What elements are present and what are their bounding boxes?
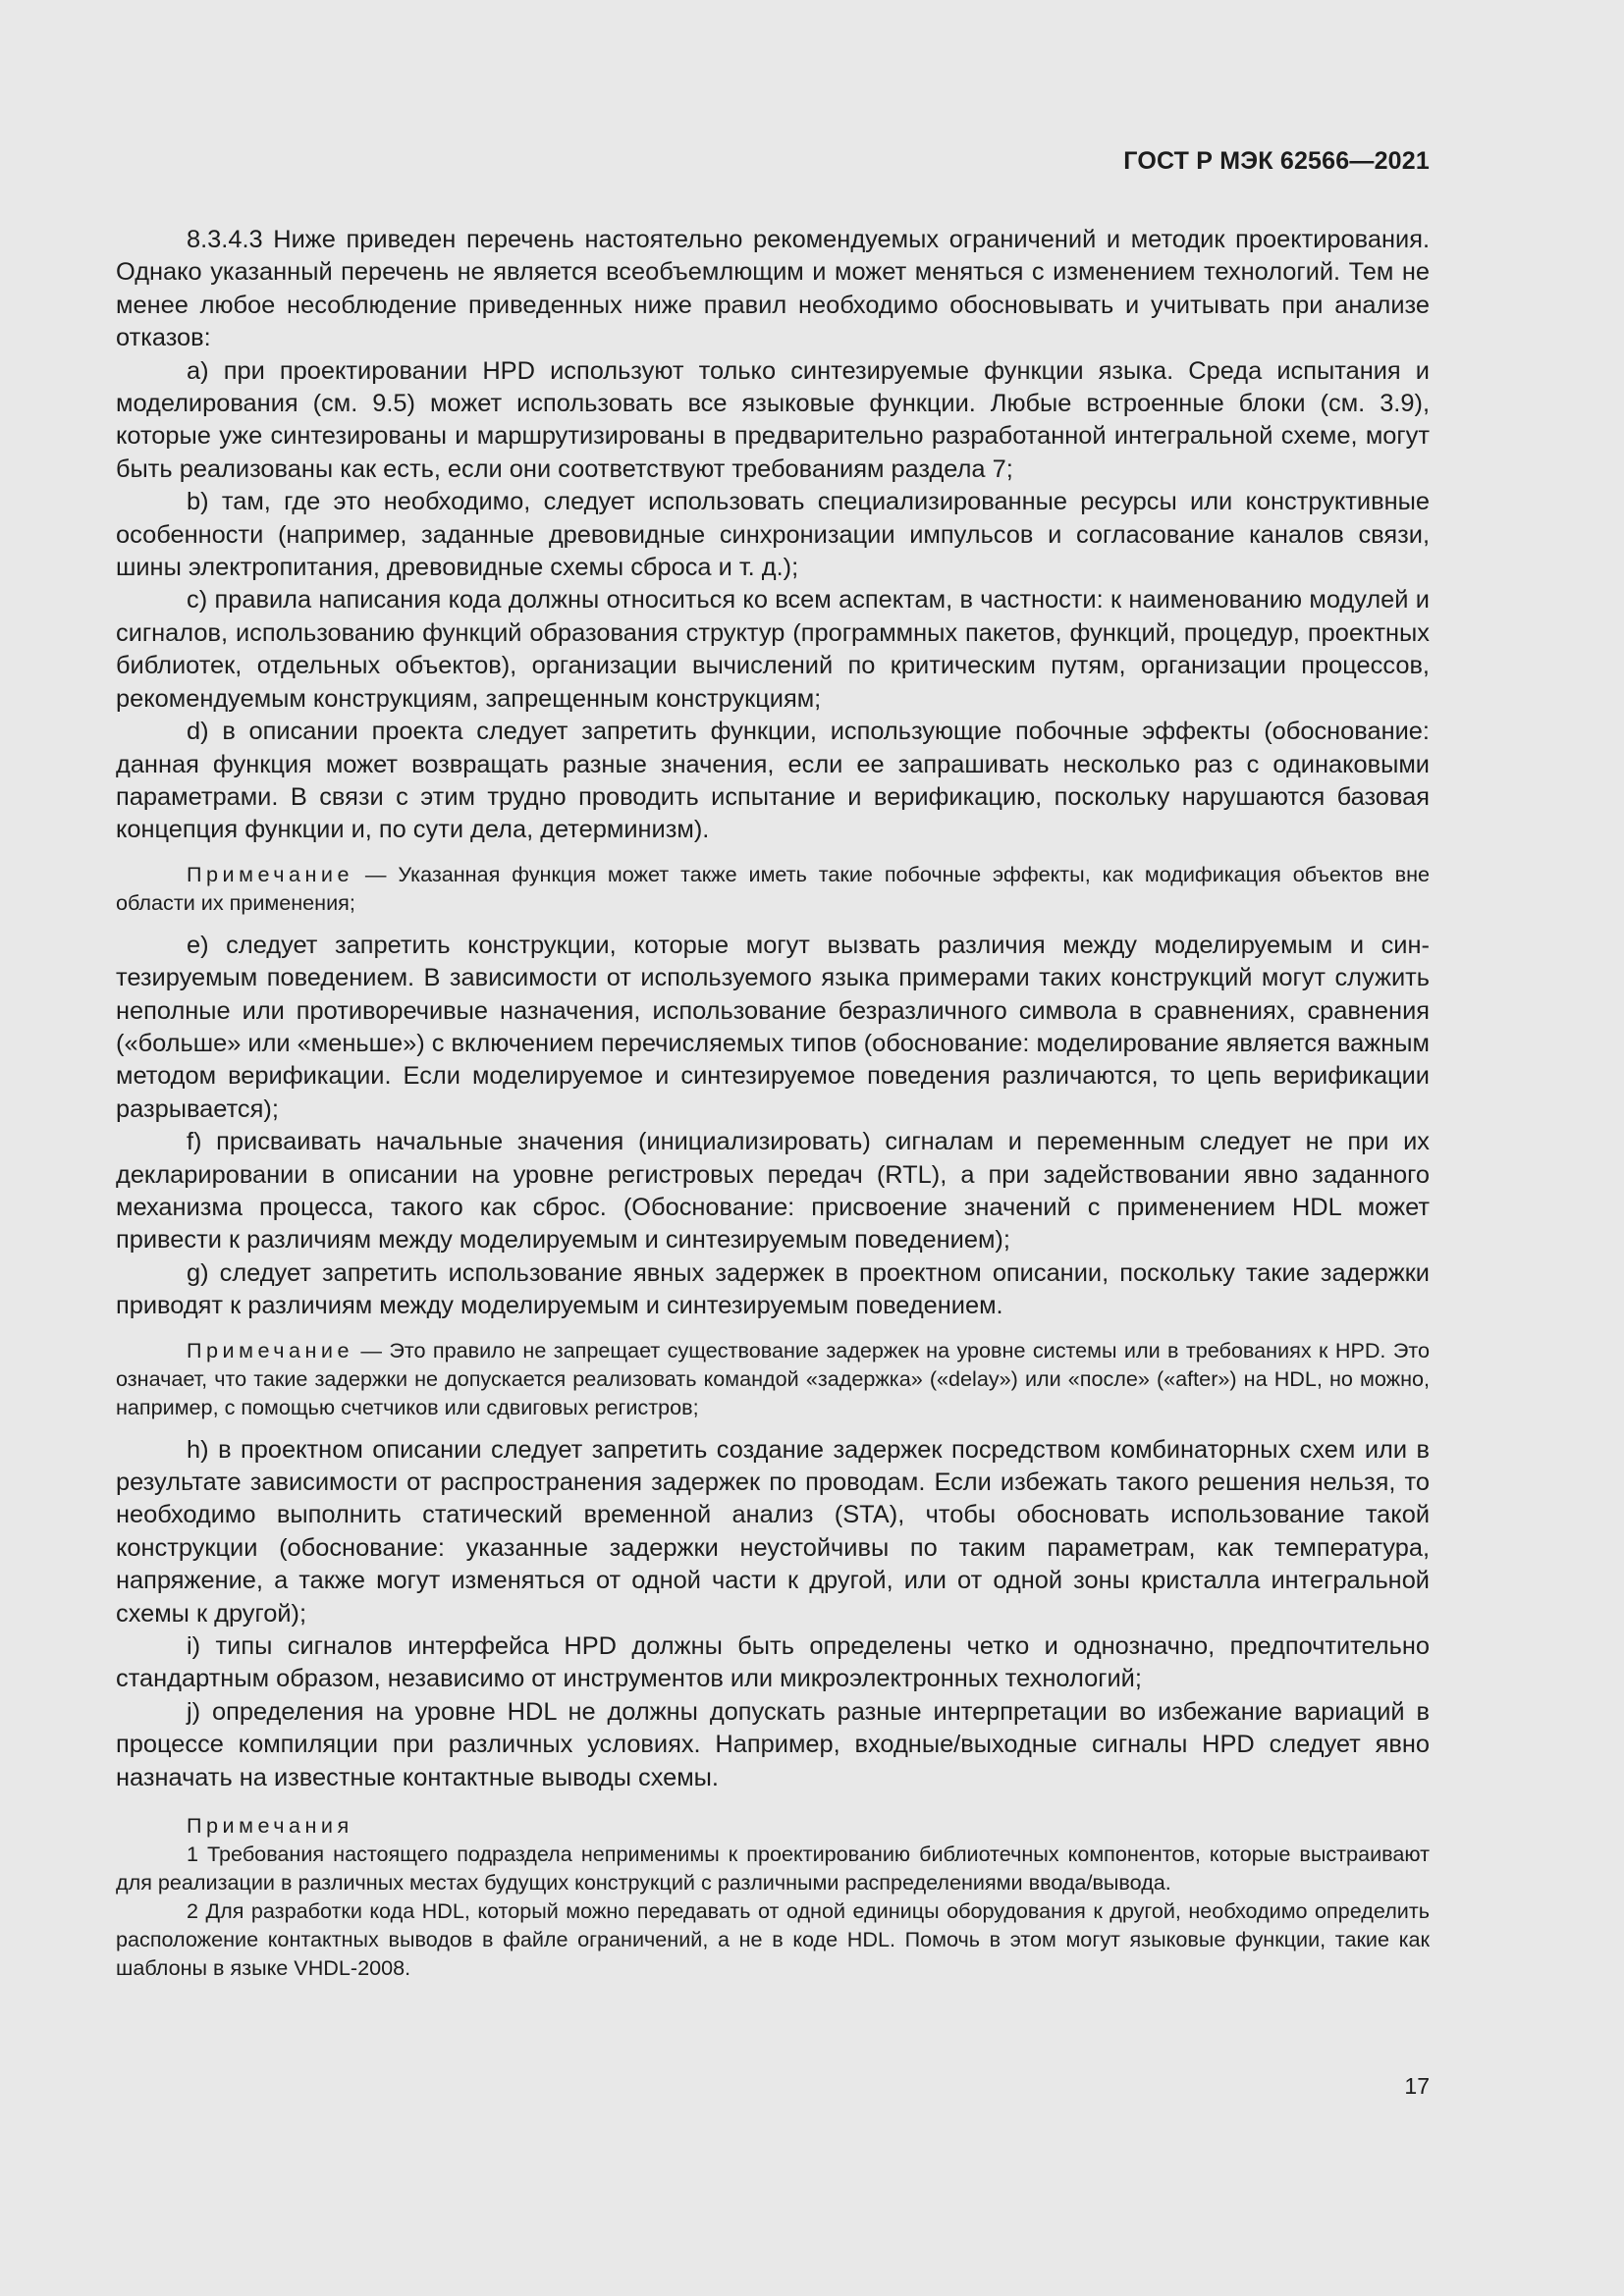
note-text: — Это правило не запрещает существование задержек на уровне системы или в требованиях к HPD. Это означает, что такие задержки не допускается реализовать командой «задержка» («delay») или «после» («after») на HDL, но можно, например, с помощью счетчиков или сдвиговых регистров; <box>116 1337 1430 1419</box>
notes-item-1: 1 Требования настоящего подраздела неприменимы к проектированию библиотечных компонентов, которые выстраивают для реализации в различных местах будущих конструкций с различными распределениями ввода/вывода. <box>116 1842 1430 1896</box>
note-label: Примечание <box>187 1337 353 1362</box>
page-number: 17 <box>1404 2073 1430 2099</box>
paragraph-intro: 8.3.4.3 Ниже приведен перечень настоятельно рекомендуемых ограничений и методик проектирования. Однако указанный перечень не является всеобъемлющим и может меняться с изменением технологий. Тем не менее любое несоблюдение приведенных ниже правил необходимо обосновывать и учитывать при анализе отказов: <box>116 226 1430 352</box>
list-item-e: e) следует запретить конструкции, которые могут вызвать различия между моделируемым и синтезируемым поведением. В зависимости от используемого языка примерами таких конструкций могут служить неполные или противоречивые назначения, использование безразличного символа в сравнениях, сравнения («больше» или «меньше») с включением перечисляемых типов (обоснование: моделирование является важным методом верификации. Если моделируемое и синтезируемое поведения различаются, то цепь верификации разрывается); <box>116 931 1430 1123</box>
document-header: ГОСТ Р МЭК 62566—2021 <box>1123 147 1430 175</box>
notes-heading: Примечания <box>187 1813 353 1839</box>
list-item-b: b) там, где это необходимо, следует использовать специализированные ресурсы или конструктивные особенности (например, заданные древовидные синхронизации импульсов и согласование каналов связи, шины электропитания, древовидные схемы сброса и т. д.); <box>116 488 1430 582</box>
list-item-j: j) определения на уровне HDL не должны допускать разные интерпретации во избежание вариаций в процессе компиляции при различных условиях. Например, входные/выходные сигналы HPD следует явно назначать на известные контактные выводы схемы. <box>116 1697 1430 1791</box>
list-item-d: d) в описании проекта следует запретить функции, использующие побочные эффекты (обоснование: данная функция может возвращать разные значения, если ее запрашивать несколько раз с одинаковыми параметрами. В связи с этим трудно проводить испытание и верификацию, поскольку нарушаются базовая концепция функции и, по сути дела, детерминизм). <box>116 718 1430 844</box>
list-item-g: g) следует запретить использование явных задержек в проектном описании, поскольку такие задержки приводят к различиям между моделируемым и синтезируемым поведением. <box>116 1258 1430 1320</box>
notes-item-2: 2 Для разработки кода HDL, который можно передавать от одной единицы оборудования к другой, необходимо определить расположение контактных выводов в файле ограничений, а не в коде HDL. Помочь в этом могут языковые функции, такие как шаблоны в языке VHDL-2008. <box>116 1898 1430 1981</box>
note-label: Примечание <box>187 861 353 886</box>
note-1 <box>116 860 1430 917</box>
list-item-a: a) при проектировании HPD используют только синтезируемые функции языка. Среда испытания и моделирования (см. 9.5) может использовать все языковые функции. Любые встроенные блоки (см. 3.9), которые уже синтезированы и маршрутизированы в предварительно разработанной интегральной схеме, могут быть реализованы как есть, если они соответствуют требованиям раздела 7; <box>116 356 1430 483</box>
list-item-h: h) в проектном описании следует запретить создание задержек посредством комбинаторных схем или в результате зависимости от распространения задержек по проводам. Если избежать такого решения нельзя, то необходимо выполнить статический временной анализ (STA), чтобы обосновать использование такой конструкции (обоснование: указанные задержки неустойчивы по таким параметрам, как температура, напряжение, а также могут изменяться от одной части к другой, или от одной зоны кристалла интегральной схемы к другой); <box>116 1435 1430 1628</box>
document-body <box>116 224 1430 1982</box>
list-item-c: c) правила написания кода должны относиться ко всем аспектам, в частности: к наименованию модулей и сигналов, использованию функций образования структур (программных пакетов, функций, процедур, проектных библиотек, отдельных объектов), организации вычислений по критическим путям, организации процессов, рекомендуемым конструкциям, запрещенным конструкциям; <box>116 586 1430 713</box>
list-item-f: f) присваивать начальные значения (инициализировать) сигналам и переменным следует не при их декларировании в описании на уровне регистровых передач (RTL), а при задействовании явно заданного механизма процесса, такого как сброс. (Обоснование: присвоение значений с применением HDL может привести к различиям между моделируемым и синтезируемым поведением); <box>116 1128 1430 1255</box>
note-2 <box>116 1336 1430 1421</box>
note-text: — Указанная функция может также иметь такие побочные эффекты, как модификация объектов вне области их применения; <box>116 861 1430 915</box>
list-item-i: i) типы сигналов интерфейса HPD должны быть определены четко и однозначно, предпочтительно стандартным образом, независимо от инструментов или микроэлектронных технологий; <box>116 1632 1430 1693</box>
